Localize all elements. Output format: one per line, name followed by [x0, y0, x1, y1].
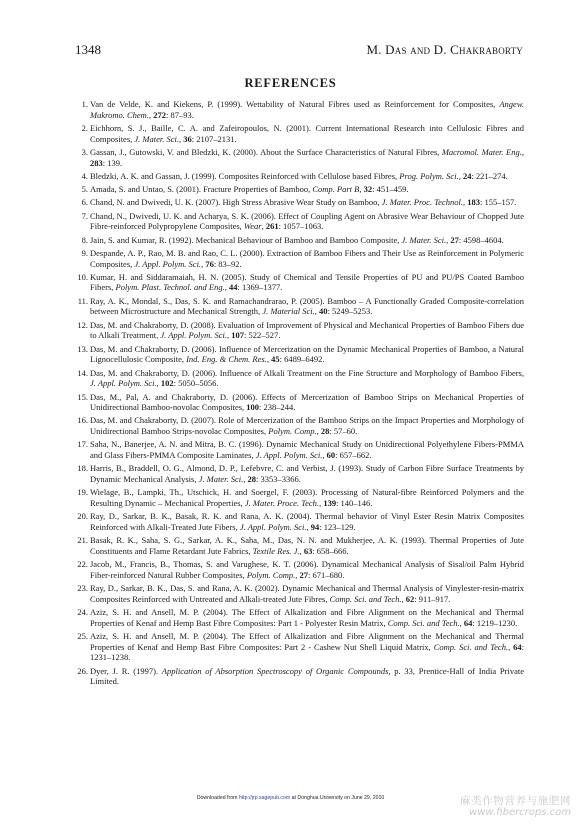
- reference-item: [78, 320, 524, 341]
- reference-item: [78, 559, 524, 580]
- reference-number: 12.: [77, 319, 88, 330]
- reference-number: 15.: [77, 391, 88, 402]
- reference-number: 14.: [77, 367, 88, 378]
- reference-text: Bledzki, A. K. and Gassan, J. (1999). Composites Reinforced with Cellulose based Fibres, Prog. Polym. Sci., 24: 221–274.: [90, 170, 508, 181]
- reference-text: Despande, A. P., Rao, M. B. and Rao, C. L. (2000). Extraction of Bamboo Fibers and Their Use as Reinforcement in Polymeric Composites, J. Appl. Polym. Sci., 76: 83–92.: [90, 247, 524, 269]
- reference-number: 18.: [77, 463, 88, 474]
- reference-item: [78, 248, 524, 269]
- reference-text: Saha, N., Banerjee, A. N. and Mitra, B. C. (1996). Dynamic Mechanical Study on Unidirectional Polyethylene Fibers-PMMA and Glass Fibers-PMMA Composite Laminates, J. Appl. Polym. Sci., 60: 657–662.: [90, 439, 524, 461]
- reference-text: Das, M. and Chakraborty, D. (2006). Influence of Alkali Treatment on the Fine Structure and Morphology of Bamboo Fibers, J. Appl. Polym. Sci., 102: 5050–5056.: [90, 367, 524, 389]
- reference-number: 9.: [81, 247, 88, 258]
- reference-item: [78, 511, 524, 532]
- reference-number: 2.: [81, 122, 88, 133]
- reference-text: Kumar, H. and Siddaramaiah, H. N. (2005). Study of Chemical and Tensile Properties of PU and PU/PS Coated Bamboo Fibers, Polym. Plast. Technol. and Eng., 44: 1369–1377.: [90, 271, 524, 293]
- reference-text: Basak, R. K., Saha, S. G., Sarkar, A. K., Saha, M., Das, N. N. and Mukherjee, A. K. (1993). Thermal Properties of Jute Constituents and Flame Retardant Jute Fabrics, Textile Res. J., 63: 658–666.: [90, 535, 524, 556]
- reference-item: [78, 272, 524, 293]
- reference-text: Chand, N. and Dwivedi, U. K. (2007). High Stress Abrasive Wear Study on Bamboo, J. Mater. Proc. Technol., 183: 155–157.: [90, 197, 517, 208]
- reference-list: [78, 99, 524, 690]
- reference-text: Jacob, M., Francis, B., Thomas, S. and Varughese, K. T. (2006). Dynamical Mechanical Analysis of Sisal/oil Palm Hybrid Fiber-reinforced Natural Rubber Composites, Polym. Comp., 27: 671–680.: [90, 559, 524, 580]
- page-header: [75, 42, 523, 58]
- reference-item: [78, 171, 524, 182]
- reference-item: [78, 211, 524, 232]
- reference-number: 16.: [77, 415, 88, 426]
- references-heading: REFERENCES: [244, 76, 337, 90]
- reference-item: [78, 99, 524, 120]
- reference-text: Eichhorn, S. J., Baille, C. A. and Zafeiropoulos, N. (2001). Current International Research into Cellulosic Fibres and Composites, J. Mater. Sci., 36: 2107–2131.: [90, 122, 524, 144]
- footer-prefix: Downloaded from: [196, 795, 238, 801]
- reference-text: Das, M. and Chakraborty, D. (2006). Influence of Mercerization on the Dynamic Mechanical Properties of Bamboo, a Natural Lignocellulosic Composite, Ind. Eng. & Chem. Res., 45: 6489–6492.: [90, 343, 524, 365]
- reference-number: 11.: [77, 295, 88, 306]
- reference-item: [78, 463, 524, 484]
- reference-text: Das, M., Pal, A. and Chakraborty, D. (2006). Effects of Mercerization of Bamboo Strips on Mechanical Properties of Unidirectional Bamboo-novolac Composites, 100: 238–244.: [90, 391, 524, 413]
- reference-number: 8.: [81, 234, 88, 245]
- reference-number: 22.: [77, 559, 88, 570]
- watermark-url: www.fibercrops.com: [469, 807, 571, 818]
- reference-number: 26.: [77, 665, 88, 676]
- reference-item: [78, 392, 524, 413]
- reference-number: 10.: [77, 271, 88, 282]
- reference-number: 1.: [81, 99, 88, 109]
- running-head: M. Das and D. Chakraborty: [366, 42, 523, 57]
- reference-item: [78, 583, 524, 604]
- footer-link[interactable]: http://jrp.sagepub.com: [238, 795, 291, 801]
- reference-item: [78, 487, 524, 508]
- reference-text: Ray, D., Sarkar, B. K., Basak, R. K. and Rana, A. K. (2004). Thermal behavior of Vinyl Ester Resin Matrix Composites Reinforced with Alkali-Treated Jute Fibers, J. Appl. Polym. Sci., 94: 123–129.: [90, 511, 524, 532]
- reference-number: 19.: [77, 487, 88, 498]
- reference-item: [78, 344, 524, 365]
- reference-text: Das, M. and Chakraborty, D. (2007). Role of Mercerization of the Bamboo Strips on the Impact Properties and Morphology of Unidirectional Bamboo Strips-novolac Composites, Polym. Comp., 28: 57–60.: [90, 415, 524, 437]
- reference-number: 13.: [77, 343, 88, 354]
- reference-number: 5.: [81, 184, 88, 195]
- reference-text: Chand, N., Dwivedi, U. K. and Acharya, S. K. (2006). Effect of Coupling Agent on Abrasive Wear Behaviour of Chopped Jute Fibre-reinforced Polypropylene Composites, Wear, 261: 1057–1063.: [90, 210, 524, 232]
- watermark-chinese-text: 麻类作物营养与施肥网: [460, 795, 571, 807]
- reference-item: [78, 415, 524, 436]
- reference-text: Ray, D., Sarkar, B. K., Das, S. and Rana, A. K. (2002). Dynamic Mechanical and Thermal Analysis of Vinylester-resin-matrix Composites Reinforced with Untreated and Alkali-treated Jute Fibres, Comp. Sci. and Tech., 62: 911–917.: [90, 583, 524, 604]
- reference-number: 24.: [77, 607, 88, 618]
- reference-number: 23.: [77, 583, 88, 594]
- reference-number: 7.: [81, 210, 88, 221]
- reference-text: Dyer, J. R. (1997). Application of Absorption Spectroscopy of Organic Compounds, p. 33, Prentice-Hall of India Private Limited.: [90, 665, 524, 687]
- reference-item: [78, 147, 524, 168]
- reference-item: [78, 631, 524, 663]
- reference-text: Aziz, S. H. and Ansell, M. P. (2004). The Effect of Alkalization and Fibre Alignment on the Mechanical and Thermal Properties of Kenaf and Hemp Bast Fibre Composites: Part 1 - Polyester Resin Matrix, Comp. Sci. and Tech., 64: 1219–1230.: [90, 607, 524, 628]
- reference-number: 3.: [81, 146, 88, 157]
- reference-number: 25.: [77, 631, 88, 642]
- reference-text: Ray, A. K., Mondal, S., Das, S. K. and Ramachandrarao, P. (2005). Bamboo – A Functionally Graded Composite-correlation between Microstructure and Mechanical Strength, J. Material Sci., 40: 5249–5253.: [90, 295, 524, 317]
- reference-item: [78, 184, 524, 195]
- reference-item: [78, 535, 524, 556]
- reference-item: [78, 607, 524, 628]
- reference-number: 21.: [77, 535, 88, 546]
- site-watermark: [401, 796, 571, 818]
- reference-text: Aziz, S. H. and Ansell, M. P. (2004). The Effect of Alkalization and Fibre Alignment on the Mechanical and Thermal Properties of Kenaf and Hemp Bast Fibre Composites: Part 2 - Cashew Nut Shell Liquid Matrix, Comp. Sci. and Tech., 64: 1231–1238.: [90, 631, 525, 663]
- reference-text: Wielage, B., Lampki, Th., Utschick, H. and Soergel, F. (2003). Processing of Natural-fibre Reinforced Polymers and the Resulting Dynamic – Mechanical Properties, J. Mater. Proce. Tech., 139: 140–146.: [90, 487, 524, 509]
- reference-text: Van de Velde, K. and Kiekens, P. (1999). Wettability of Natural Fibres used as Reinforcement for Composites, Angew. Makromo. Chem., 272: 87–93.: [90, 99, 524, 120]
- reference-number: 6.: [81, 197, 88, 208]
- reference-item: [78, 123, 524, 144]
- reference-item: [78, 197, 524, 208]
- reference-text: Das, M. and Chakraborty, D. (2008). Evaluation of Improvement of Physical and Mechanical Properties of Bamboo Fibers due to Alkali Treatment, J. Appl. Polym. Sci., 107: 522–527.: [90, 319, 524, 341]
- reference-number: 4.: [81, 170, 88, 181]
- reference-text: Amada, S. and Untao, S. (2001). Fracture Properties of Bamboo, Comp. Part B, 32: 451–459.: [90, 184, 409, 195]
- reference-text: Gassan, J., Gutowski, V. and Bledzki, K. (2000). About the Surface Characteristics of Natural Fibres, Macromol. Mater. Eng., 283: 139.: [90, 146, 525, 168]
- reference-item: [78, 439, 524, 460]
- reference-item: [78, 666, 524, 687]
- reference-item: [78, 235, 524, 246]
- footer-suffix: at Donghua University on June 29, 2010: [291, 795, 385, 801]
- reference-text: Harris, B., Braddell, O. G., Almond, D. P., Lefebvre, C. and Verbist, J. (1993). Study of Carbon Fibre Surface Treatments by Dynamic Mechanical Analysis, J. Mater. Sci., 28: 3353–3366.: [90, 463, 524, 485]
- reference-item: [78, 368, 524, 389]
- reference-number: 20.: [77, 511, 88, 522]
- reference-number: 17.: [77, 439, 88, 450]
- reference-item: [78, 296, 524, 317]
- page-number: 1348: [75, 42, 101, 57]
- reference-text: Jain, S. and Kumar, R. (1992). Mechanical Behaviour of Bamboo and Bamboo Composite, J. Mater. Sci., 27: 4598–4604.: [90, 234, 504, 245]
